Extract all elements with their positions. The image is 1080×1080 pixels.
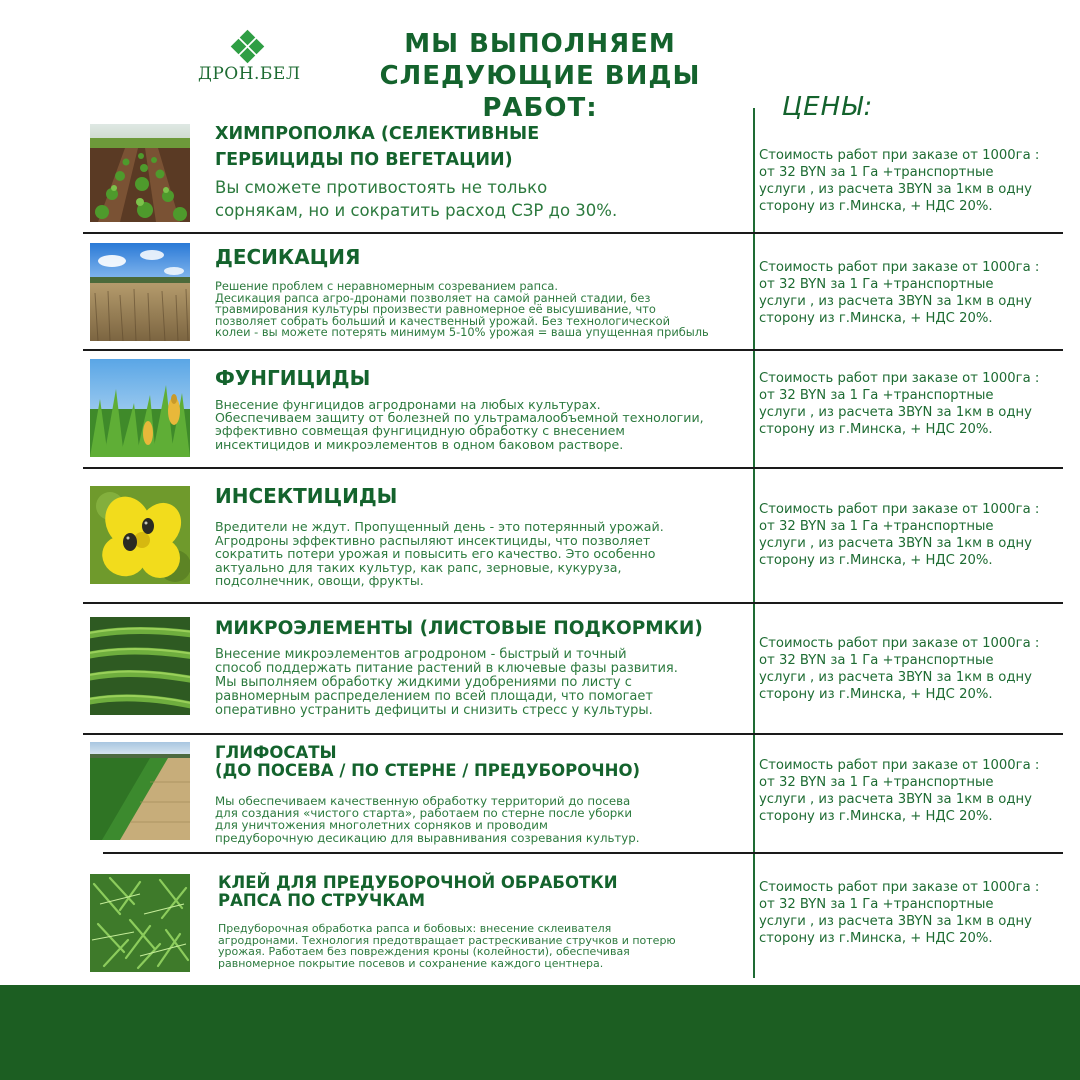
service-title-glyphosates: ГЛИФОСАТЫ (ДО ПОСЕВА / ПО СТЕРНЕ / ПРЕДУБОРОЧНО) — [215, 743, 641, 780]
row-divider — [83, 733, 1063, 735]
price-block-fungicides: Стоимость работ при заказе от 1000га : от 32 BYN за 1 Га +транспортные услуги , из расчета 3BYN за 1км в одну сторону из г.Минска, + НДС 20%. — [759, 371, 1040, 437]
green-crop-rows-photo — [90, 617, 190, 715]
beetles-on-flower-photo — [90, 486, 190, 584]
service-title-insecticides: ИНСЕКТИЦИДЫ — [215, 484, 398, 508]
page-title-line-1: МЫ ВЫПОЛНЯЕМ — [404, 29, 676, 59]
stubble-field-photo — [90, 742, 190, 840]
service-description-fungicides: Внесение фунгицидов агродронами на любых культурах. Обеспечиваем защиту от болезней по ультрамалообъемной технологии, эффективно совмещая фунгицидную обработку с внесением инсектицидов и микроэлементов в одном баковом растворе. — [215, 397, 704, 452]
footer-bar — [0, 985, 1080, 1080]
rapeseed-pods-photo — [90, 874, 190, 972]
service-description-micronutrients: Внесение микроэлементов агродроном - быстрый и точный способ поддержать питание растений в ключевые фазы развития. Мы выполняем обработку жидкими удобрениями по листу с равномерным распределением по всей площади, что помогает оперативно устранить дефициты и снизить стресс у культуры. — [215, 647, 678, 718]
prices-heading: ЦЕНЫ: — [782, 92, 874, 122]
price-block-pod-glue: Стоимость работ при заказе от 1000га : от 32 BYN за 1 Га +транспортные услуги , из расчета 3BYN за 1км в одну сторону из г.Минска, + НДС 20%. — [759, 880, 1040, 946]
service-description-pod-glue: Предуборочная обработка рапса и бобовых: внесение склеивателя агродронами. Технология предотвращает растрескивание стручков и потерю урожая. Работаем без повреждения кроны (колейности), обеспечивая равномерное покрытие посевов и сохранение каждого центнера. — [218, 922, 676, 970]
service-description-insecticides: Вредители не ждут. Пропущенный день - это потерянный урожай. Агродроны эффективно распыляют инсектициды, что позволяет сократить потери урожая и повысить его качество. Это особенно актуально для таких культур, как рапс, зерновые, кукуруза, подсолнечник, овощи, фрукты. — [215, 519, 664, 589]
service-description-weeding: Вы сможете противостоять не только сорнякам, но и сократить расход СЗР до 30%. — [215, 178, 618, 220]
price-block-glyphosates: Стоимость работ при заказе от 1000га : от 32 BYN за 1 Га +транспортные услуги , из расчета 3BYN за 1км в одну сторону из г.Минска, + НДС 20%. — [759, 758, 1040, 824]
wheat-field-photo — [90, 243, 190, 341]
service-description-glyphosates: Мы обеспечиваем качественную обработку территорий до посева для создания «чистого старта», работаем по стерне после уборки для уничтожения многолетних сорняков и проводим предуборочную десикацию для выравнивания созревания культур. — [215, 794, 640, 845]
service-title-desiccation: ДЕСИКАЦИЯ — [215, 245, 361, 269]
corn-field-photo — [90, 359, 190, 457]
brand-logo — [198, 32, 301, 84]
row-divider — [83, 232, 1063, 234]
row-divider — [103, 852, 1063, 854]
service-description-desiccation: Решение проблем с неравномерным созреванием рапса. Десикация рапса агро-дронами позволяет на самой ранней стадии, без травмирования культуры произвести равномерное её высушивание, что позволяет собрать больший и качественный урожай. Без технологической колеи - вы можете потерять минимум 5-10% урожая = ваша упущенная прибыль — [215, 279, 709, 340]
price-block-weeding: Стоимость работ при заказе от 1000га : от 32 BYN за 1 Га +транспортные услуги , из расчета 3BYN за 1км в одну сторону из г.Минска, + НДС 20%. — [759, 148, 1040, 214]
price-block-insecticides: Стоимость работ при заказе от 1000га : от 32 BYN за 1 Га +транспортные услуги , из расчета 3BYN за 1км в одну сторону из г.Минска, + НДС 20%. — [759, 502, 1040, 568]
row-divider — [83, 349, 1063, 351]
page-title-line-2: СЛЕДУЮЩИЕ ВИДЫ РАБОТ: — [379, 61, 701, 123]
service-title-fungicides: ФУНГИЦИДЫ — [215, 366, 371, 390]
price-block-desiccation: Стоимость работ при заказе от 1000га : от 32 BYN за 1 Га +транспортные услуги , из расчета 3BYN за 1км в одну сторону из г.Минска, + НДС 20%. — [759, 260, 1040, 326]
price-block-micronutrients: Стоимость работ при заказе от 1000га : от 32 BYN за 1 Га +транспортные услуги , из расчета 3BYN за 1км в одну сторону из г.Минска, + НДС 20%. — [759, 636, 1040, 702]
service-title-weeding: ХИМПРОПОЛКА (СЕЛЕКТИВНЫЕ ГЕРБИЦИДЫ ПО ВЕГЕТАЦИИ) — [215, 124, 540, 170]
service-title-pod-glue: КЛЕЙ ДЛЯ ПРЕДУБОРОЧНОЙ ОБРАБОТКИ РАПСА ПО СТРУЧКАМ — [218, 873, 618, 910]
page-title — [320, 28, 760, 124]
column-divider — [753, 108, 755, 978]
service-title-micronutrients: МИКРОЭЛЕМЕНТЫ (ЛИСТОВЫЕ ПОДКОРМКИ) — [215, 618, 703, 639]
row-divider — [83, 602, 1063, 604]
clover-logo-icon — [233, 32, 263, 62]
logo-text: ДРОН.БЕЛ — [198, 64, 301, 84]
seedling-rows-photo — [90, 124, 190, 222]
row-divider — [83, 467, 1063, 469]
